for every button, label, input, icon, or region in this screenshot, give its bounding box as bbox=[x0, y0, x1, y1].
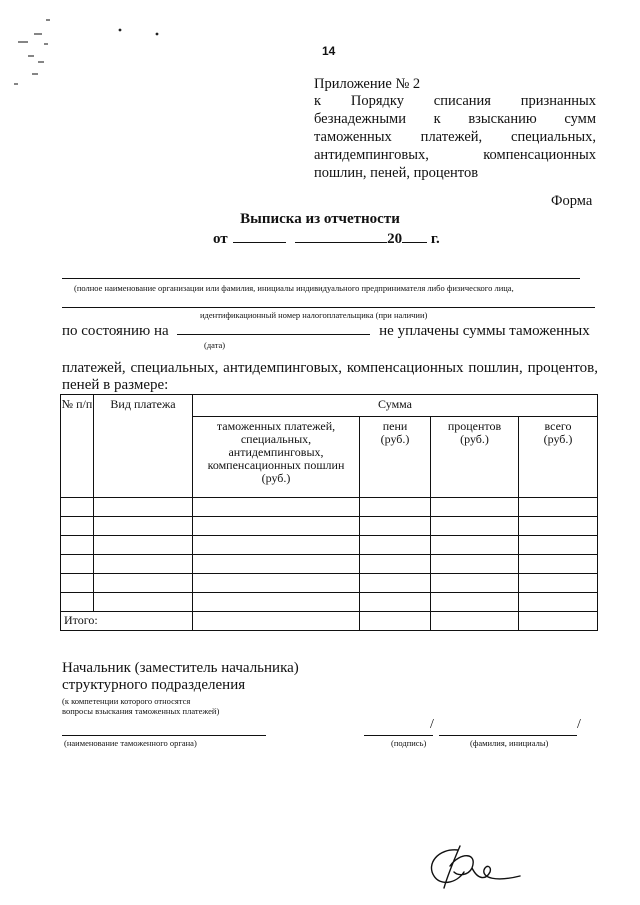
table-total-row[interactable] bbox=[61, 612, 598, 631]
signature-slash-2: / bbox=[577, 717, 581, 732]
date-day-blank[interactable] bbox=[233, 230, 286, 243]
table-row[interactable] bbox=[61, 517, 598, 536]
total-label: Итого: bbox=[61, 612, 193, 631]
date-suffix: г. bbox=[430, 231, 440, 247]
col-header-payment-type: Вид платежа bbox=[94, 395, 193, 498]
form-label: Форма bbox=[551, 193, 593, 209]
signatory-note1: (к компетенции которого относятся bbox=[62, 696, 191, 706]
status-prefix: по состоянию на bbox=[62, 323, 169, 339]
table-row[interactable] bbox=[61, 574, 598, 593]
status-row bbox=[62, 322, 590, 340]
signature-caption: (подпись) bbox=[391, 738, 427, 748]
date-year: 20 bbox=[387, 231, 403, 247]
table-row[interactable] bbox=[61, 498, 598, 517]
inn-caption: идентификационный номер налогоплательщика (при наличии) bbox=[200, 310, 428, 320]
col-header-sum: Сумма bbox=[193, 395, 598, 417]
document-date-line bbox=[213, 230, 440, 248]
signature-line[interactable] bbox=[364, 735, 433, 736]
scan-marks bbox=[14, 18, 174, 88]
subcol-total: всего (руб.) bbox=[519, 417, 598, 498]
date-year-blank[interactable] bbox=[402, 230, 427, 243]
subcol-penalty: пени (руб.) bbox=[360, 417, 431, 498]
signature-slash-1: / bbox=[430, 717, 434, 732]
status-suffix: не уплачены суммы таможенных bbox=[379, 323, 590, 339]
name-line[interactable] bbox=[439, 735, 577, 736]
payments-table bbox=[60, 394, 598, 631]
col-header-number: № п/п bbox=[61, 395, 94, 498]
page-number: 14 bbox=[322, 44, 336, 58]
handwritten-signature bbox=[420, 842, 530, 892]
inn-line[interactable] bbox=[62, 307, 595, 308]
amount-paragraph: платежей, специальных, антидемпинговых, компенсационных пошлин, процентов, пеней в размере: bbox=[62, 360, 598, 393]
subcol-interest: процентов (руб.) bbox=[431, 417, 519, 498]
signatory-line1: Начальник (заместитель начальника) bbox=[62, 660, 299, 676]
customs-org-caption: (наименование таможенного органа) bbox=[64, 738, 197, 748]
table-row[interactable] bbox=[61, 555, 598, 574]
customs-org-line[interactable] bbox=[62, 735, 266, 736]
status-date-caption: (дата) bbox=[204, 340, 226, 350]
org-caption: (полное наименование организации или фамилия, инициалы индивидуального предпринимателя либо физического лица, bbox=[74, 283, 514, 293]
document-title: Выписка из отчетности bbox=[240, 211, 400, 227]
table-row[interactable] bbox=[61, 536, 598, 555]
signatory-note2: вопросы взыскания таможенных платежей) bbox=[62, 706, 220, 716]
signatory-note bbox=[62, 696, 219, 716]
status-date-blank[interactable] bbox=[177, 322, 370, 335]
appendix-body: к Порядку списания признанных безнадежными к взысканию сумм таможенных платежей, специальных, антидемпинговых, компенсационных пошлин, пеней, процентов bbox=[314, 93, 596, 181]
subcol-customs-payments: таможенных платежей, специальных, антидемпинговых, компенсационных пошлин (руб.) bbox=[193, 417, 360, 498]
org-name-line[interactable] bbox=[62, 278, 580, 279]
name-caption: (фамилия, инициалы) bbox=[470, 738, 549, 748]
table-row[interactable] bbox=[61, 593, 598, 612]
date-prefix: от bbox=[213, 231, 228, 247]
date-month-blank[interactable] bbox=[295, 230, 387, 243]
appendix-title: Приложение № 2 bbox=[314, 76, 421, 92]
signatory-line2: структурного подразделения bbox=[62, 677, 246, 693]
signatory-block bbox=[62, 660, 299, 694]
